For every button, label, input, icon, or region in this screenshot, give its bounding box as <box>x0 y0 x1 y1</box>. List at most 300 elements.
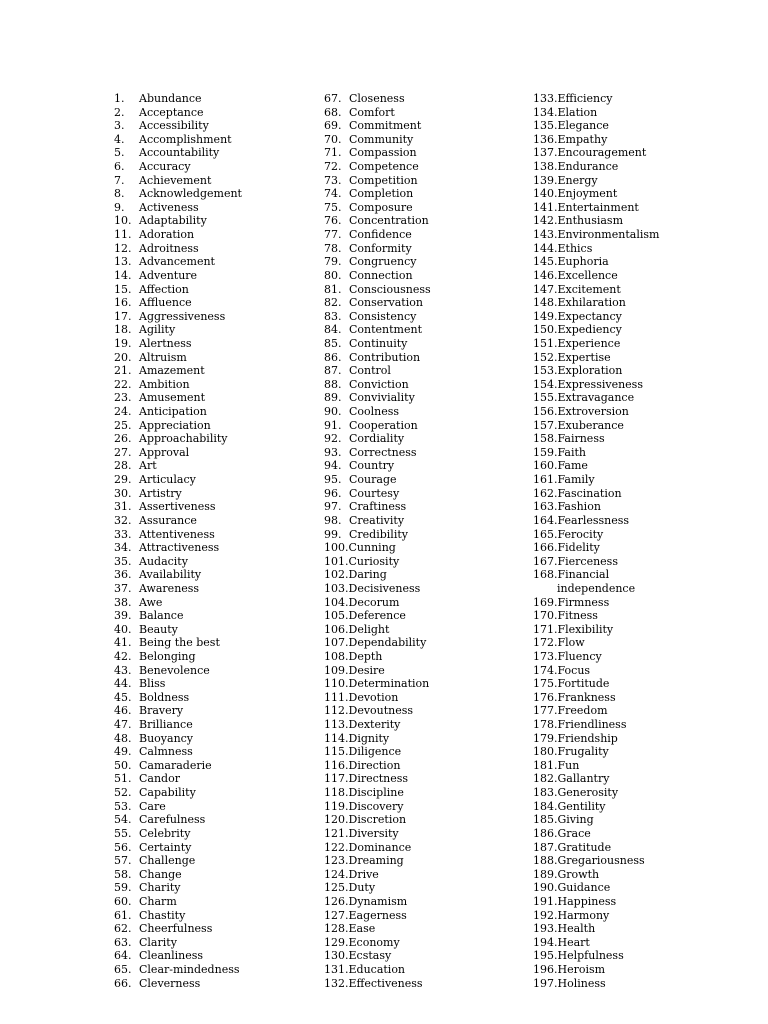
list-item <box>114 242 242 256</box>
item-value: Gallantry <box>557 772 610 786</box>
item-value: Ambition <box>139 377 190 391</box>
list-item <box>324 473 431 487</box>
item-value: Harmony <box>557 908 610 922</box>
item-value: Delight <box>348 622 390 636</box>
item-value: Heart <box>557 935 590 949</box>
item-number: 169. <box>533 595 558 609</box>
item-number: 36. <box>114 568 132 582</box>
list-item <box>533 528 659 542</box>
item-value: Camaraderie <box>139 758 212 772</box>
item-value: Agility <box>139 323 176 337</box>
list-item <box>533 664 659 678</box>
item-number: 69. <box>324 119 342 133</box>
item-value: Carefulness <box>139 813 206 827</box>
item-value: Creativity <box>349 513 405 527</box>
list-item <box>324 351 431 365</box>
item-value: Curiosity <box>348 554 400 568</box>
list-item <box>533 310 659 324</box>
item-value: Financial <box>557 568 610 582</box>
item-value: Entertainment <box>557 200 639 214</box>
list-item <box>114 732 242 746</box>
item-number: 10. <box>114 214 132 228</box>
item-value: Abundance <box>139 92 202 105</box>
list-item <box>114 636 242 650</box>
item-value: Cleanliness <box>139 949 204 963</box>
item-value: Beauty <box>139 622 178 636</box>
item-number: 21. <box>114 364 132 378</box>
list-item <box>114 909 242 923</box>
item-number: 144. <box>533 241 558 255</box>
list-item <box>114 283 242 297</box>
item-number: 15. <box>114 282 132 296</box>
item-value: Certainty <box>139 840 192 854</box>
item-value: Endurance <box>557 160 619 174</box>
item-value: Guidance <box>557 881 611 895</box>
item-number: 50. <box>114 758 132 772</box>
list-item <box>533 255 659 269</box>
list-item <box>114 745 242 759</box>
item-number: 138. <box>533 160 558 174</box>
item-value: Decisiveness <box>348 581 421 595</box>
list-item <box>114 691 242 705</box>
item-number: 113. <box>324 718 349 732</box>
item-number: 29. <box>114 473 132 487</box>
item-number: 168. <box>533 568 558 582</box>
item-number: 172. <box>533 636 558 650</box>
list-item <box>114 704 242 718</box>
item-value: Approval <box>139 445 190 459</box>
item-value: Altruism <box>139 350 187 364</box>
list-item <box>324 364 431 378</box>
item-number: 2. <box>114 105 125 119</box>
item-number: 100. <box>324 541 349 555</box>
item-value: Daring <box>348 568 387 582</box>
item-number: 134. <box>533 105 558 119</box>
item-number: 26. <box>114 432 132 446</box>
item-number: 32. <box>114 513 132 527</box>
list-item <box>324 555 431 569</box>
list-item <box>114 296 242 310</box>
list-item <box>324 119 431 133</box>
item-value: Expressiveness <box>557 377 643 391</box>
item-value: Fidelity <box>557 541 600 555</box>
list-item <box>114 568 242 582</box>
list-item-continuation <box>533 582 659 596</box>
item-number: 110. <box>324 677 349 691</box>
item-value: Dexterity <box>348 718 401 732</box>
item-number: 1. <box>114 92 125 105</box>
item-value: Candor <box>139 772 180 786</box>
item-number: 59. <box>114 881 132 895</box>
item-value: Charity <box>139 881 181 895</box>
list-item <box>533 718 659 732</box>
item-value: Aggressiveness <box>139 309 226 323</box>
item-number: 25. <box>114 418 132 432</box>
item-number: 47. <box>114 718 132 732</box>
item-number: 183. <box>533 786 558 800</box>
list-item <box>114 119 242 133</box>
item-value: Consciousness <box>349 282 431 296</box>
list-item <box>533 473 659 487</box>
item-value: Chastity <box>139 908 186 922</box>
item-value: Fun <box>557 758 580 772</box>
item-number: 137. <box>533 146 558 160</box>
item-number: 153. <box>533 364 558 378</box>
list-item <box>114 378 242 392</box>
list-item <box>324 228 431 242</box>
item-number: 120. <box>324 813 349 827</box>
list-item <box>324 487 431 501</box>
list-item <box>114 650 242 664</box>
list-item <box>324 405 431 419</box>
item-value: Credibility <box>349 527 408 541</box>
list-item <box>533 936 659 950</box>
item-value: Courage <box>349 473 397 487</box>
item-value: Firmness <box>557 595 610 609</box>
item-number: 19. <box>114 336 132 350</box>
item-value: Enjoyment <box>557 187 618 201</box>
item-value: Conservation <box>349 296 423 310</box>
item-value: Drive <box>348 867 379 881</box>
item-number: 39. <box>114 609 132 623</box>
item-number: 37. <box>114 581 132 595</box>
item-value: Advancement <box>139 255 215 269</box>
item-value: Deference <box>348 609 406 623</box>
item-number: 92. <box>324 432 342 446</box>
item-number: 180. <box>533 745 558 759</box>
item-value: Fashion <box>557 500 601 514</box>
item-value: Freedom <box>557 704 608 718</box>
item-value: Family <box>557 473 595 487</box>
item-number: 58. <box>114 867 132 881</box>
list-item <box>324 691 431 705</box>
list-item <box>533 691 659 705</box>
item-value: Cheerfulness <box>139 922 213 936</box>
list-item <box>114 514 242 528</box>
item-value: Cleverness <box>139 976 201 990</box>
list-item <box>114 786 242 800</box>
item-number: 104. <box>324 595 349 609</box>
item-number: 140. <box>533 187 558 201</box>
item-number: 175. <box>533 677 558 691</box>
item-number: 65. <box>114 963 132 976</box>
item-value: Enthusiasm <box>557 214 624 228</box>
list-item <box>324 419 431 433</box>
item-value: Efficiency <box>557 92 613 105</box>
item-value: Connection <box>349 268 413 282</box>
item-number: 88. <box>324 377 342 391</box>
item-number: 93. <box>324 445 342 459</box>
item-value: Excitement <box>557 282 621 296</box>
item-value: Craftiness <box>349 500 407 514</box>
list-item <box>324 378 431 392</box>
list-item <box>533 772 659 786</box>
list-item <box>114 800 242 814</box>
item-value: Concentration <box>349 214 429 228</box>
item-number: 197. <box>533 976 558 990</box>
item-number: 76. <box>324 214 342 228</box>
item-number: 64. <box>114 949 132 963</box>
item-value: Approachability <box>139 432 228 446</box>
item-number: 7. <box>114 173 125 187</box>
item-number: 194. <box>533 935 558 949</box>
list-item <box>324 800 431 814</box>
item-value: Effectiveness <box>348 976 423 990</box>
item-value: Health <box>557 922 596 936</box>
item-value: Growth <box>557 867 600 881</box>
item-number: 71. <box>324 146 342 160</box>
list-item <box>114 677 242 691</box>
item-number: 124. <box>324 867 349 881</box>
list-item <box>114 459 242 473</box>
item-number: 28. <box>114 459 132 473</box>
item-value: Brilliance <box>139 718 193 732</box>
item-value: Attractiveness <box>139 541 220 555</box>
item-value: Correctness <box>349 445 417 459</box>
item-value: Courtesy <box>349 486 400 500</box>
list-item <box>533 636 659 650</box>
list-item <box>533 895 659 909</box>
item-number: 20. <box>114 350 132 364</box>
list-item <box>533 92 659 106</box>
item-number: 84. <box>324 323 342 337</box>
item-value: Cunning <box>348 541 396 555</box>
list-item <box>324 323 431 337</box>
item-number: 142. <box>533 214 558 228</box>
item-value: Eagerness <box>348 908 407 922</box>
item-number: 9. <box>114 200 125 214</box>
item-number: 159. <box>533 445 558 459</box>
list-item <box>533 228 659 242</box>
item-value: Congruency <box>349 255 417 269</box>
list-item <box>114 337 242 351</box>
list-item <box>533 323 659 337</box>
item-value: Expectancy <box>557 309 622 323</box>
list-item <box>533 364 659 378</box>
list-item <box>324 146 431 160</box>
item-number: 160. <box>533 459 558 473</box>
item-value: Fierceness <box>557 554 618 568</box>
values-column-3 <box>533 92 659 990</box>
item-number: 173. <box>533 649 558 663</box>
list-item <box>114 214 242 228</box>
item-number: 54. <box>114 813 132 827</box>
list-item <box>324 677 431 691</box>
item-number: 63. <box>114 935 132 949</box>
item-value: Commitment <box>349 119 422 133</box>
list-item <box>114 228 242 242</box>
item-value: Exploration <box>557 364 623 378</box>
item-value: Economy <box>348 935 400 949</box>
list-item <box>114 351 242 365</box>
item-value: Experience <box>557 336 621 350</box>
list-item <box>114 664 242 678</box>
item-value: Assurance <box>139 513 197 527</box>
list-item <box>533 187 659 201</box>
item-number: 73. <box>324 173 342 187</box>
values-column-2 <box>324 92 431 990</box>
item-value: Environmentalism <box>557 228 660 242</box>
item-number: 133. <box>533 92 558 105</box>
list-item <box>533 160 659 174</box>
list-item <box>533 541 659 555</box>
item-number: 61. <box>114 908 132 922</box>
item-number: 187. <box>533 840 558 854</box>
item-number: 122. <box>324 840 349 854</box>
list-item <box>114 405 242 419</box>
list-item <box>114 868 242 882</box>
item-value: Celebrity <box>139 826 191 840</box>
item-number: 98. <box>324 513 342 527</box>
item-number: 188. <box>533 854 558 868</box>
list-item <box>324 609 431 623</box>
list-item <box>324 432 431 446</box>
item-number: 89. <box>324 391 342 405</box>
list-item <box>533 214 659 228</box>
item-value: Achievement <box>139 173 212 187</box>
item-number: 128. <box>324 922 349 936</box>
item-value: Friendship <box>557 731 618 745</box>
item-number: 74. <box>324 187 342 201</box>
item-value: Gregariousness <box>557 854 645 868</box>
item-number: 43. <box>114 663 132 677</box>
item-value: Availability <box>139 568 202 582</box>
item-value: Euphoria <box>557 255 609 269</box>
list-item <box>114 310 242 324</box>
list-item <box>324 500 431 514</box>
list-item <box>324 187 431 201</box>
list-item <box>114 419 242 433</box>
list-item <box>114 500 242 514</box>
item-value: Focus <box>557 663 591 677</box>
item-value: Expediency <box>557 323 622 337</box>
item-number: 171. <box>533 622 558 636</box>
list-item <box>533 378 659 392</box>
item-number: 123. <box>324 854 349 868</box>
list-item <box>533 487 659 501</box>
list-item <box>114 473 242 487</box>
item-number: 130. <box>324 949 349 963</box>
item-number: 126. <box>324 894 349 908</box>
item-number: 4. <box>114 132 125 146</box>
item-value: Depth <box>348 649 383 663</box>
item-number: 105. <box>324 609 349 623</box>
list-item <box>324 92 431 106</box>
item-number: 99. <box>324 527 342 541</box>
item-value: Direction <box>348 758 401 772</box>
item-value: Care <box>139 799 166 813</box>
list-item <box>114 432 242 446</box>
item-value: Contentment <box>349 323 423 337</box>
item-value: Conviviality <box>349 391 415 405</box>
list-item <box>533 786 659 800</box>
list-item <box>324 242 431 256</box>
item-number: 154. <box>533 377 558 391</box>
list-item <box>324 596 431 610</box>
list-item <box>533 174 659 188</box>
item-value: Empathy <box>557 132 608 146</box>
list-item <box>533 881 659 895</box>
list-item <box>533 514 659 528</box>
item-number: 67. <box>324 92 342 105</box>
list-item <box>114 949 242 963</box>
list-item <box>114 146 242 160</box>
item-number: 129. <box>324 935 349 949</box>
item-number: 166. <box>533 541 558 555</box>
item-number: 125. <box>324 881 349 895</box>
item-number: 164. <box>533 513 558 527</box>
item-value: Belonging <box>139 649 196 663</box>
item-number: 179. <box>533 731 558 745</box>
item-number: 17. <box>114 309 132 323</box>
list-item <box>114 623 242 637</box>
list-item <box>114 759 242 773</box>
list-item <box>114 201 242 215</box>
item-number: 57. <box>114 854 132 868</box>
item-number: 80. <box>324 268 342 282</box>
list-item <box>533 242 659 256</box>
list-item <box>324 636 431 650</box>
list-item <box>114 133 242 147</box>
list-item <box>324 909 431 923</box>
list-item <box>533 827 659 841</box>
item-number: 190. <box>533 881 558 895</box>
list-item <box>114 528 242 542</box>
list-item <box>114 92 242 106</box>
list-item <box>324 337 431 351</box>
item-number: 182. <box>533 772 558 786</box>
list-item <box>114 555 242 569</box>
item-number: 13. <box>114 255 132 269</box>
item-value: Bliss <box>139 677 166 691</box>
item-number: 75. <box>324 200 342 214</box>
item-value: Audacity <box>139 554 188 568</box>
item-value: Dominance <box>348 840 412 854</box>
item-value: Fortitude <box>557 677 610 691</box>
item-value: Friendliness <box>557 718 627 732</box>
list-item <box>114 487 242 501</box>
item-number: 112. <box>324 704 349 718</box>
item-number: 95. <box>324 473 342 487</box>
item-value: Activeness <box>139 200 199 214</box>
item-value: Conviction <box>349 377 409 391</box>
list-item <box>324 745 431 759</box>
list-item <box>533 800 659 814</box>
item-number: 170. <box>533 609 558 623</box>
list-item <box>114 922 242 936</box>
item-value: Ecstasy <box>348 949 392 963</box>
list-item <box>533 909 659 923</box>
item-value: Fascination <box>557 486 622 500</box>
list-item <box>324 772 431 786</box>
list-item <box>324 704 431 718</box>
item-value: Consistency <box>349 309 417 323</box>
item-number: 24. <box>114 405 132 419</box>
item-value: Artistry <box>139 486 182 500</box>
item-value: Discretion <box>348 813 407 827</box>
list-item <box>114 963 242 977</box>
item-number: 192. <box>533 908 558 922</box>
item-number: 132. <box>324 976 349 990</box>
item-value: Education <box>348 963 406 976</box>
item-value: Desire <box>348 663 385 677</box>
item-number: 116. <box>324 758 349 772</box>
item-value: Affluence <box>139 296 192 310</box>
list-item <box>114 936 242 950</box>
item-number: 121. <box>324 826 349 840</box>
item-number: 18. <box>114 323 132 337</box>
list-item <box>324 854 431 868</box>
